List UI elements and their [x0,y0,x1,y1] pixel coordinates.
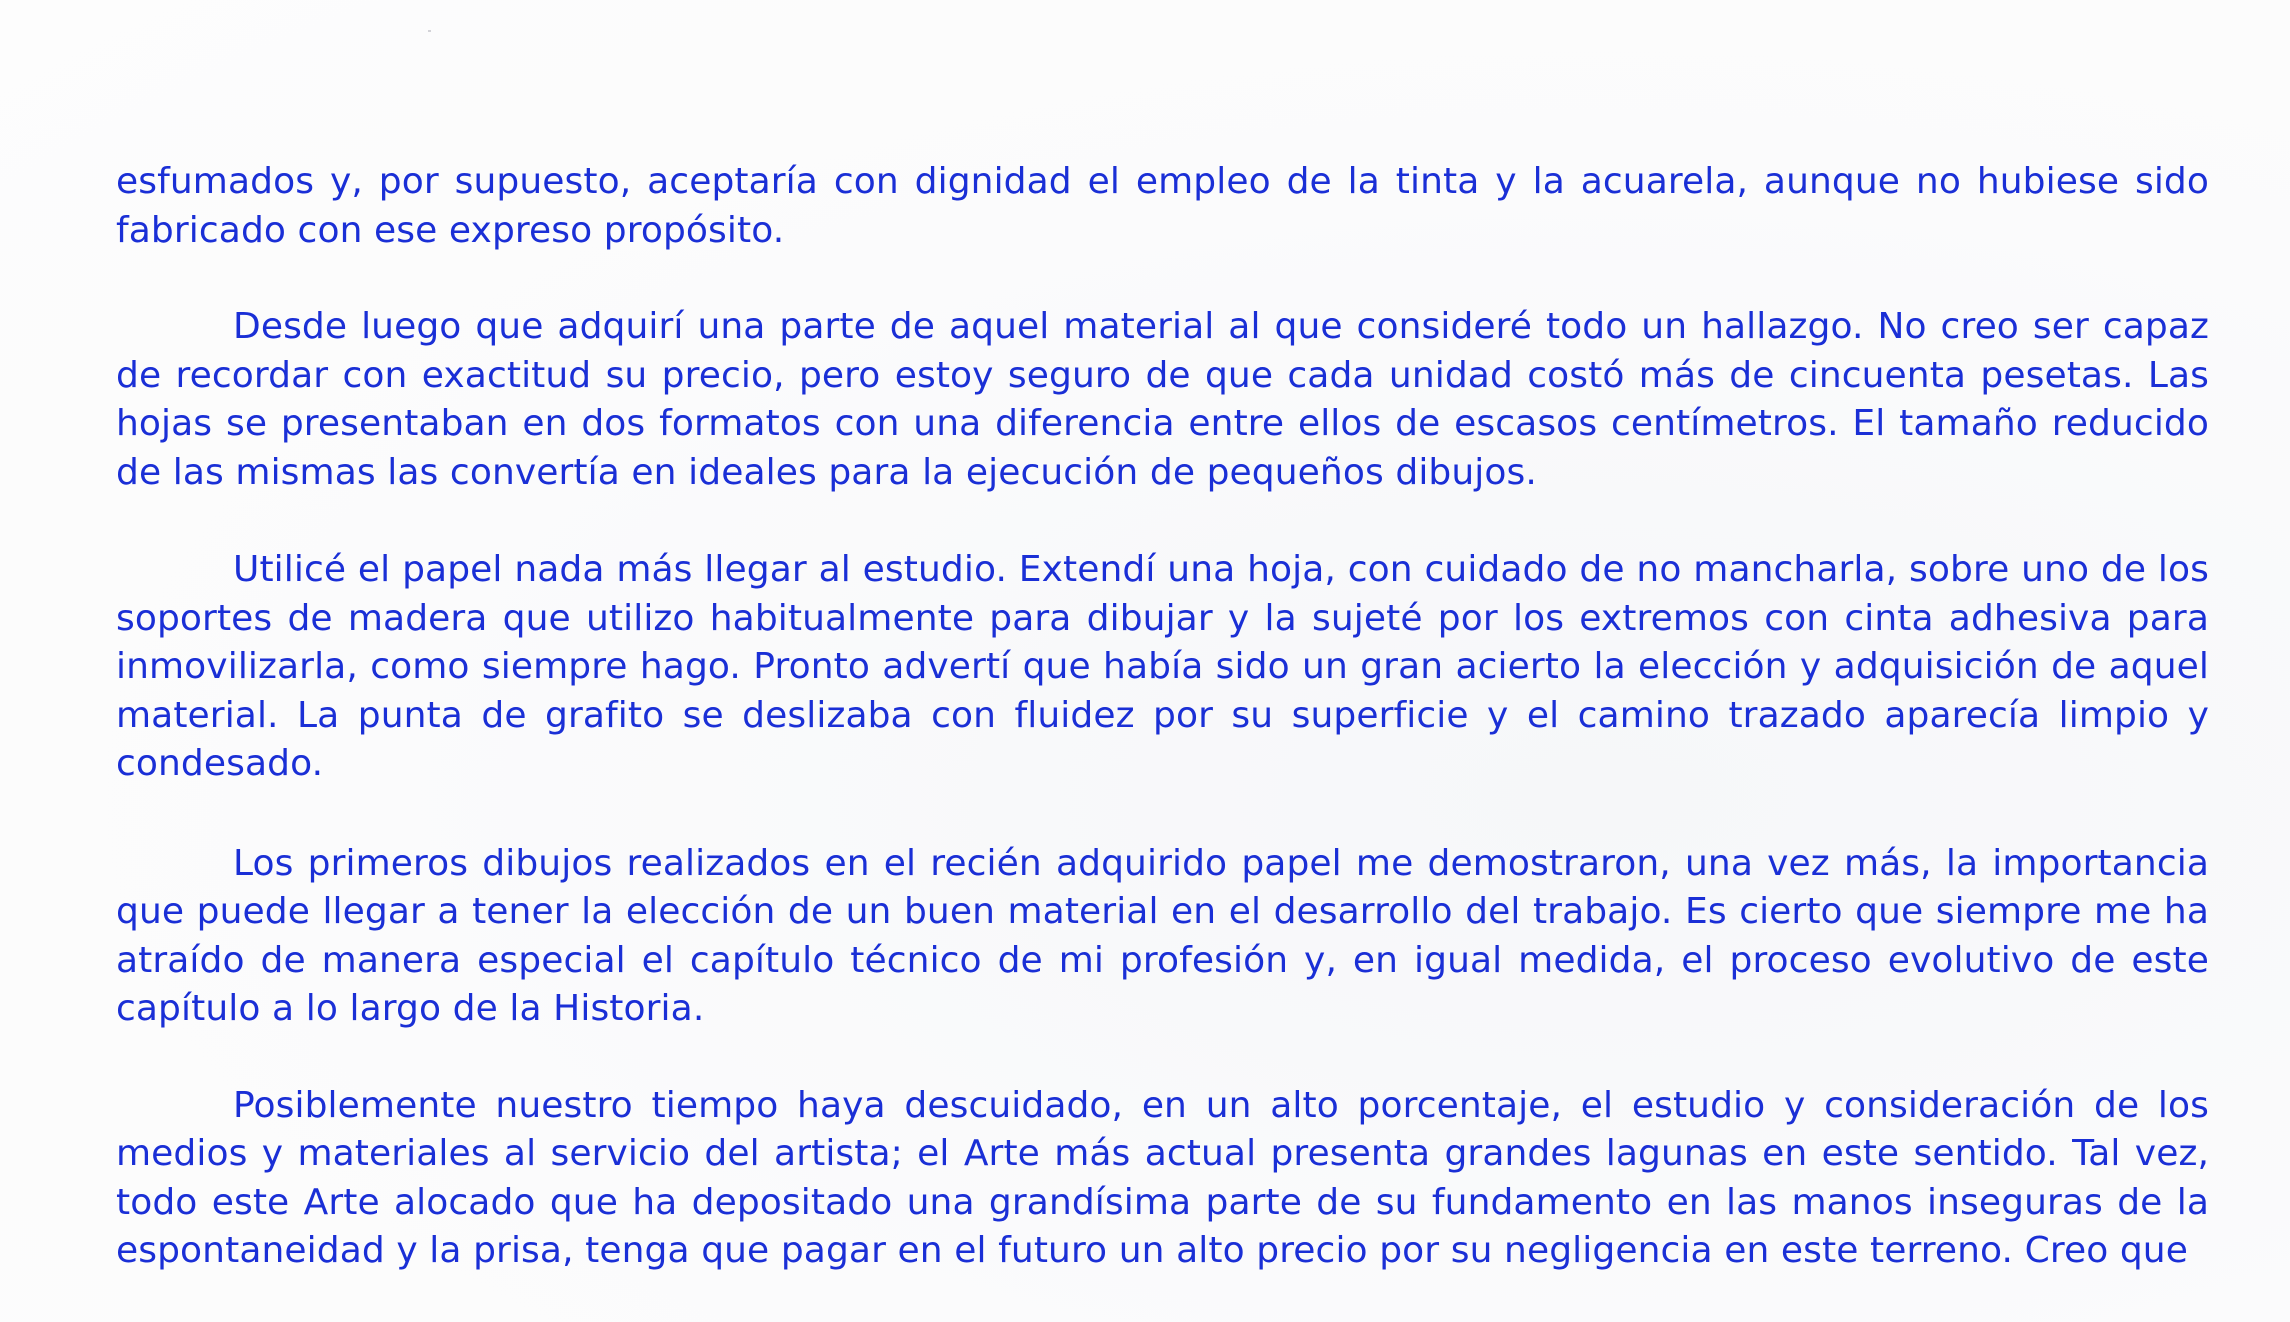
paragraph-modern-art: Posiblemente nuestro tiempo haya descuidado, en un alto porcentaje, el estudio y consideración de los medios y materiales al servicio del artista; el Arte más actual presenta grandes lagunas en este sentido. Tal vez, todo este Arte alocado que ha depositado una grandísima parte de su fundamento en las manos inseguras de la espontaneidad y la prisa, tenga que pagar en el futuro un alto precio por su negligencia en este terreno. Creo que [116,1084,2209,1271]
paragraph-continuation: esfumados y, por supuesto, aceptaría con dignidad el empleo de la tinta y la acuarela, aunque no hubiese sido fabricado con ese expreso propósito. [116,161,2209,251]
paragraph-material-purchase: Desde luego que adquirí una parte de aquel material al que consideré todo un hallazgo. No creo ser capaz de recordar con exactitud su precio, pero estoy seguro de que cada unidad costó más de cincuenta pesetas. Las hojas se presentaban en dos formatos con una diferencia entre ellos de escasos centímetros. El tamaño reducido de las mismas las convertía en ideales para la ejecución de pequeños dibujos. [116,306,2209,493]
paragraph-studio-use: Utilicé el papel nada más llegar al estudio. Extendí una hoja, con cuidado de no mancharla, sobre uno de los soportes de madera que utilizo habitualmente para dibujar y la sujeté por los extremos con cinta adhesiva para inmovilizarla, como siempre hago. Pronto advertí que había sido un gran acierto la elección y adquisición de aquel material. La punta de grafito se deslizaba con fluidez por su superficie y el camino trazado aparecía limpio y condesado. [116,549,2209,784]
paper-speck [428,30,431,32]
paragraph-first-drawings: Los primeros dibujos realizados en el recién adquirido papel me demostraron, una vez más, la importancia que puede llegar a tener la elección de un buen material en el desarrollo del trabajo. Es cierto que siempre me ha atraído de manera especial el capítulo técnico de mi profesión y, en igual medida, el proceso evolutivo de este capítulo a lo largo de la Historia. [116,842,2209,1029]
body-text [116,158,2209,1276]
